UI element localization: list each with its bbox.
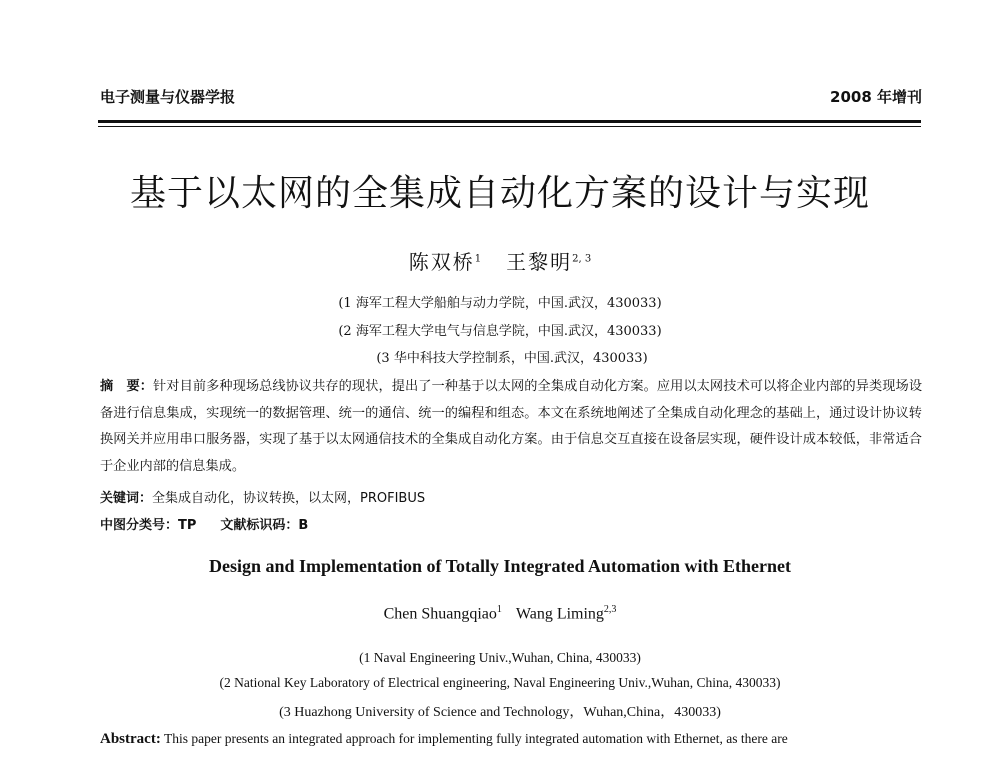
en-abstract-text: This paper presents an integrated approach for implementing fully integrated automation with Ethernet, as there are xyxy=(163,731,788,746)
cn-author-1: 陈双桥 xyxy=(408,250,475,274)
cn-affiliation-1: (1 海军工程大学船舶与动力学院，中国.武汉，430033) xyxy=(338,296,662,311)
cn-author-2: 王黎明 xyxy=(506,250,573,274)
chinese-abstract xyxy=(100,374,922,480)
english-abstract xyxy=(100,731,922,748)
en-author-2: Wang Liming xyxy=(515,605,604,623)
cn-keywords-label: 关键词： xyxy=(100,491,153,506)
cn-author-1-sup: 1 xyxy=(474,253,482,265)
en-abstract-label: Abstract: xyxy=(100,731,161,747)
document-code: 文献标识码：B xyxy=(220,518,309,533)
issue-label: 2008 年增刊 xyxy=(830,88,922,106)
journal-name: 电子测量与仪器学报 xyxy=(100,88,236,106)
en-author-2-sup: 2,3 xyxy=(603,604,617,615)
cn-abstract-label: 摘 要： xyxy=(100,379,154,394)
cn-author-2-sup: 2, 3 xyxy=(572,253,592,265)
en-author-1: Chen Shuangqiao xyxy=(383,605,497,623)
chinese-keywords xyxy=(100,487,425,506)
header-rule-thick xyxy=(98,120,921,123)
header-rule-thin xyxy=(98,126,921,127)
chinese-title: 基于以太网的全集成自动化方案的设计与实现 xyxy=(129,173,870,214)
cn-abstract-text: 针对目前多种现场总线协议共存的现状，提出了一种基于以太网的全集成自动化方案。应用以太网技术可以将企业内部的异类现场设备进行信息集成，实现统一的数据管理、统一的通信、统一的编程和组态。本文在系统地阐述了全集成自动化理念的基础上，通过设计协议转换网关并应用串口服务器，实现了基于以太网通信技术的全集成自动化方案。由于信息交互直接在设备层实现，硬件设计成本较低，非常适合于企业内部的信息集成。 xyxy=(100,379,923,474)
en-affiliation-3: (3 Huazhong University of Science and Technology，Wuhan,China，430033) xyxy=(279,705,721,720)
english-authors xyxy=(0,604,1000,623)
cn-affiliation-3: (3 华中科技大学控制系，中国.武汉，430033) xyxy=(376,351,648,366)
classification-line xyxy=(100,514,308,533)
cn-affiliation-2: (2 海军工程大学电气与信息学院，中国.武汉，430033) xyxy=(338,324,662,339)
cn-keywords-text: 全集成自动化，协议转换，以太网，PROFIBUS xyxy=(152,491,426,506)
chinese-authors xyxy=(0,246,1000,275)
en-author-1-sup: 1 xyxy=(496,604,502,615)
english-title: Design and Implementation of Totally Integrated Automation with Ethernet xyxy=(208,556,792,576)
en-affiliation-2: (2 National Key Laboratory of Electrical engineering, Naval Engineering Univ.,Wuhan, China, 430033) xyxy=(219,675,781,690)
en-affiliation-1: (1 Naval Engineering Univ.,Wuhan, China, 430033) xyxy=(359,650,641,665)
clc-number: 中图分类号：TP xyxy=(100,518,197,533)
